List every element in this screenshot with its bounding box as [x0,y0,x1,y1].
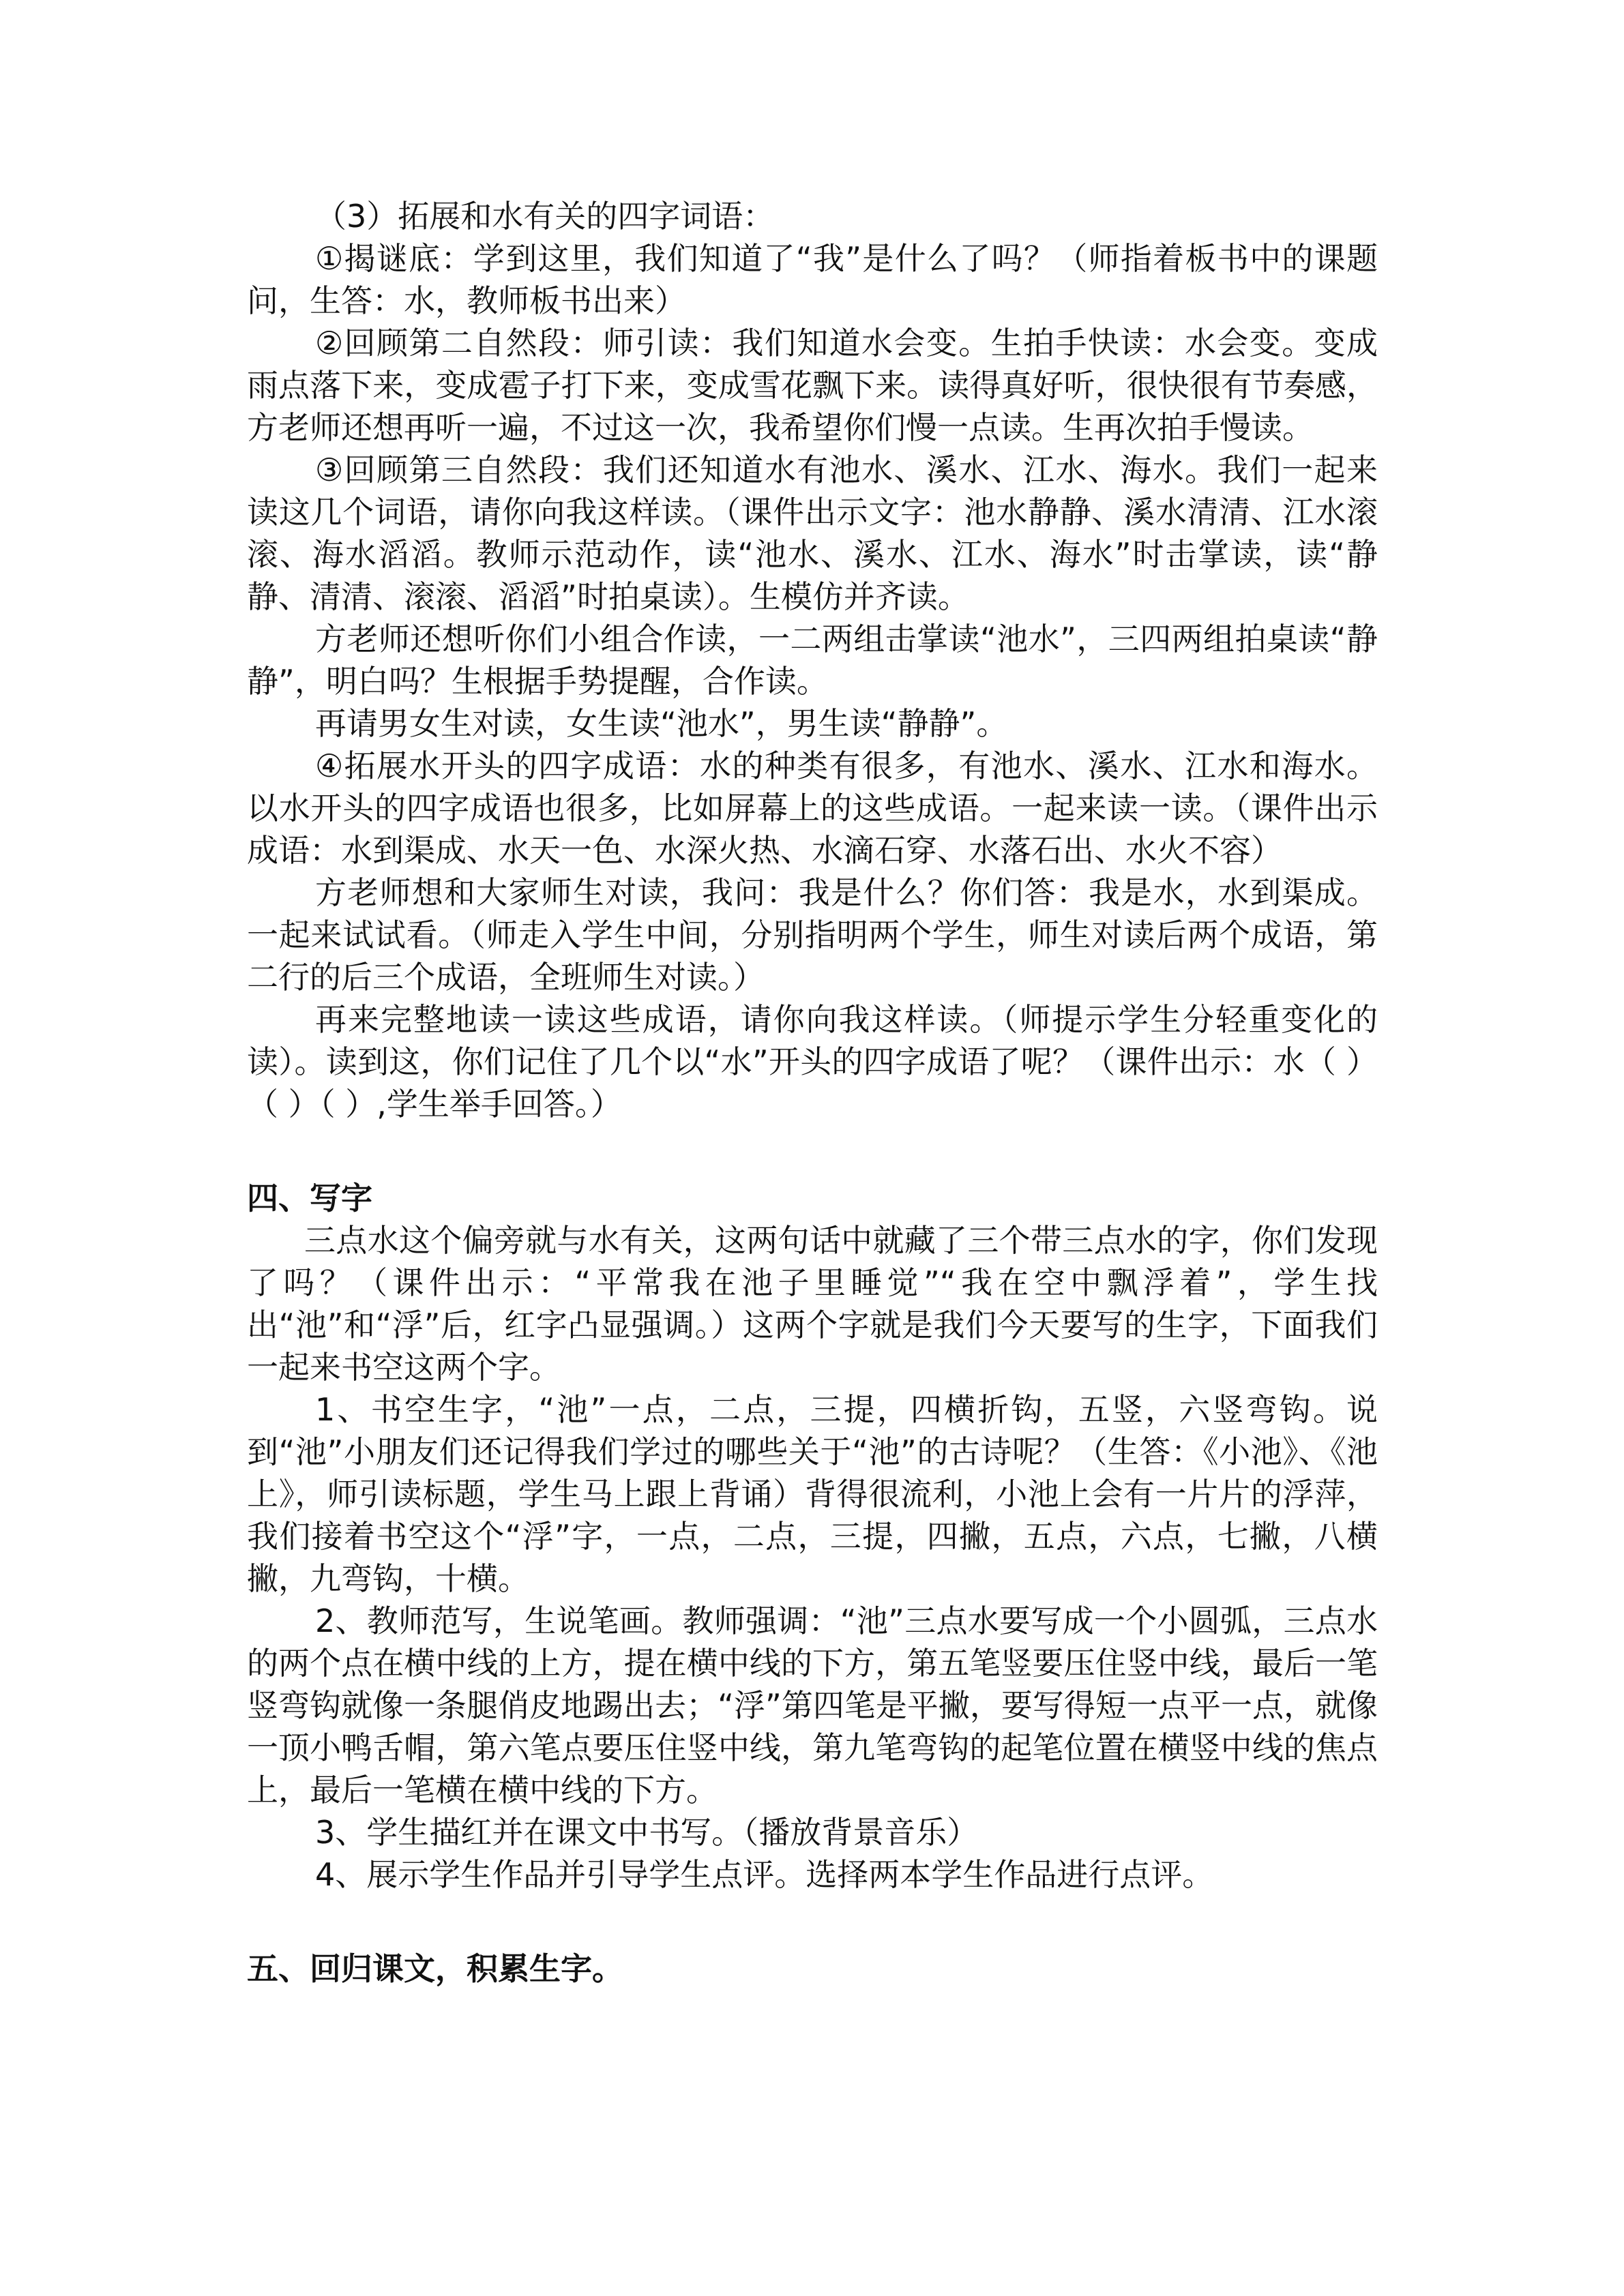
section-spacer [247,1125,1378,1177]
section-5-heading: 五、回归课文，积累生字。 [247,1950,623,1987]
paragraph-review-third: ③回顾第三自然段：我们还知道水有池水、溪水、江水、海水。我们一起来读这几个词语，请你向我这样读。（课件出示文字：池水静静、溪水清清、江水滚滚、海水滔滔。教师示范动作，读“池水、溪水、江水、海水”时击掌读，读“静静、清清、滚滚、滔滔”时拍桌读）。生模仿并齐读。 [247,451,1378,615]
paragraph-reveal-riddle: ①揭谜底：学到这里，我们知道了“我”是什么了吗？（师指着板书中的课题问，生答：水，教师板书出来） [247,240,1378,319]
document-page [247,195,1378,1990]
section-spacer [247,1896,1378,1948]
paragraph-3-heading: （3）拓展和水有关的四字词语： [315,198,775,235]
section-4-heading: 四、写字 [247,1180,372,1217]
section-4-item-1: 1、书空生字，“池”一点，二点，三提，四横折钩，五竖，六竖弯钩。说到“池”小朋友们还记得我们学过的哪些关于“池”的古诗呢？（生答：《小池》、《池上》，师引读标题，学生马上跟上背诵）背得很流利，小池上会有一片片的浮萍，我们接着书空这个“浮”字，一点，二点，三提，四撇，五点，六点，七撇，八横撇，九弯钩，十横。 [247,1391,1378,1597]
section-4-intro: 三点水这个偏旁就与水有关，这两句话中就藏了三个带三点水的字，你们发现了吗？（课件出示：“平常我在池子里睡觉”“我在空中飘浮着”，学生找出“池”和“浮”后，红字凸显强调。）这两个字就是我们今天要写的生字，下面我们一起来书空这两个字。 [247,1222,1378,1386]
paragraph-idioms: ④拓展水开头的四字成语：水的种类有很多，有池水、溪水、江水和海水。以水开头的四字成语也很多，比如屏幕上的这些成语。一起来读一读。（课件出示成语：水到渠成、水天一色、水深火热、水滴石穿、水落石出、水火不容） [247,747,1378,869]
paragraph-boys-girls-reading: 再请男女生对读，女生读“池水”，男生读“静静”。 [315,705,1008,742]
section-4-item-2: 2、教师范写，生说笔画。教师强调：“池”三点水要写成一个小圆弧，三点水的两个点在横中线的上方，提在横中线的下方，第五笔竖要压住竖中线，最后一笔竖弯钩就像一条腿俏皮地踢出去；“浮”第四笔是平撇，要写得短一点平一点，就像一顶小鸭舌帽，第六笔点要压住竖中线，第九笔弯钩的起笔位置在横竖中线的焦点上，最后一笔横在横中线的下方。 [247,1602,1378,1808]
paragraph-complete-reading: 再来完整地读一读这些成语，请你向我这样读。（师提示学生分轻重变化的读）。读到这，你们记住了几个以“水”开头的四字成语了呢？（课件出示：水（ ）（ ）（ ）,学生举手回答。） [247,1001,1378,1122]
paragraph-teacher-student-reading: 方老师想和大家师生对读，我问：我是什么？你们答：我是水，水到渠成。一起来试试看。（师走入学生中间，分别指明两个学生，师生对读后两个成语，第二行的后三个成语，全班师生对读。） [247,874,1378,996]
paragraph-group-reading: 方老师还想听你们小组合作读，一二两组击掌读“池水”，三四两组拍桌读“静静”，明白吗？生根据手势提醒，合作读。 [247,621,1378,700]
section-4-item-4: 4、展示学生作品并引导学生点评。选择两本学生作品进行点评。 [315,1856,1214,1893]
paragraph-review-second: ②回顾第二自然段：师引读：我们知道水会变。生拍手快读：水会变。变成雨点落下来，变成雹子打下来，变成雪花飘下来。读得真好听，很快很有节奏感，方老师还想再听一遍，不过这一次，我希望你们慢一点读。生再次拍手慢读。 [247,325,1378,446]
section-4-item-3: 3、学生描红并在课文中书写。（播放背景音乐） [315,1814,979,1851]
